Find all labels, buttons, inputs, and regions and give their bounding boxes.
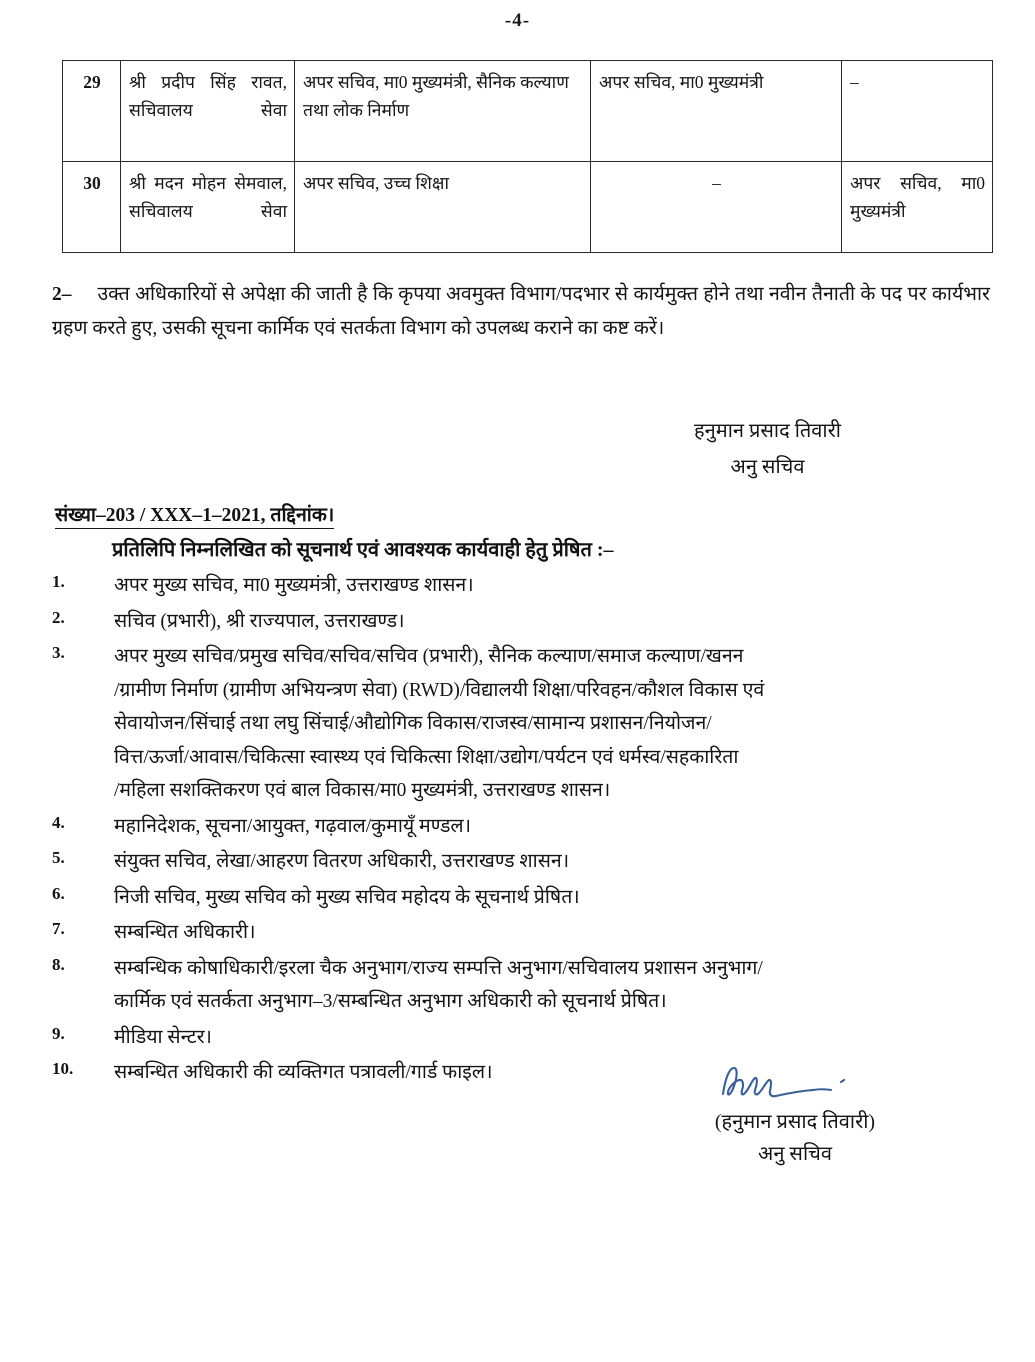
list-item-text: अपर मुख्य सचिव, मा0 मुख्यमंत्री, उत्तराखण्ड शासन। [114,575,474,596]
table-cell-name: श्री प्रदीप सिंह रावत, सचिवालय सेवा [121,61,295,162]
list-item-line: अपर मुख्य सचिव/प्रमुख सचिव/सचिव/सचिव (प्रभारी), सैनिक कल्याण/समाज कल्याण/खनन [114,646,744,668]
list-item-line: कार्मिक एवं सतर्कता अनुभाग–3/सम्बन्धित अनुभाग अधिकारी को सूचनार्थ प्रेषित। [114,991,667,1013]
list-item-number: 2. [52,607,65,627]
paragraph-2-number: 2– [52,284,72,305]
list-item-text [114,952,992,1019]
table-row [63,162,993,253]
table-row [63,61,993,162]
list-item [52,1021,992,1055]
table-cell-name: श्री मदन मोहन सेमवाल, सचिवालय सेवा [121,162,295,253]
table-cell-extra: – [842,61,993,162]
list-item-line: /ग्रामीण निर्माण (ग्रामीण अभियन्त्रण सेवा) (RWD)/विद्यालयी शिक्षा/परिवहन/कौशल विकास एवं [114,679,765,701]
signature-block-top [545,414,990,485]
list-item [52,916,992,950]
table-cell-extra: अपर सचिव, मा0 मुख्यमंत्री [842,162,993,253]
paragraph-2 [52,278,990,345]
list-item [52,845,992,879]
list-item-line: /महिला सशक्तिकरण एवं बाल विकास/मा0 मुख्यमंत्री, उत्तराखण्ड शासन। [114,780,611,802]
list-item-line: वित्त/ऊर्जा/आवास/चिकित्सा स्वास्थ्य एवं चिकित्सा शिक्षा/उद्योग/पर्यटन एवं धर्मस्व/सहकारिता [114,746,739,768]
list-item-number: 3. [52,643,65,663]
table-cell-to: अपर सचिव, मा0 मुख्यमंत्री [591,61,842,162]
list-item-number: 6. [52,883,65,903]
list-item-text: निजी सचिव, मुख्य सचिव को मुख्य सचिव महोदय के सूचनार्थ प्रेषित। [114,886,580,908]
list-item-number: 5. [52,848,65,868]
signature-block-bottom [600,1058,990,1171]
list-item [52,640,992,808]
reference-number-line: संख्या–203 / XXX–1–2021, तद्दिनांक। [55,500,334,529]
paragraph-2-text: उक्त अधिकारियों से अपेक्षा की जाती है कि कृपया अवमुक्त विभाग/पदभार से कार्यमुक्त होने तथा नवीन तैनाती के पद पर कार्यभार ग्रहण करते हुए, उसकी सूचना कार्मिक एवं सतर्कता विभाग को उपलब्ध कराने का कष्ट करें। [52,284,990,339]
list-item-number: 7. [52,919,65,939]
list-item [52,569,992,603]
copy-to-heading: प्रतिलिपि निम्नलिखित को सूचनार्थ एवं आवश्यक कार्यवाही हेतु प्रेषित :– [112,539,614,561]
list-item [52,952,992,1019]
list-item [52,810,992,844]
list-item [52,881,992,915]
list-item [52,605,992,639]
handwritten-signature [600,1058,990,1110]
paragraph-2-block [52,278,990,345]
table-cell-from: अपर सचिव, मा0 मुख्यमंत्री, सैनिक कल्याण तथा लोक निर्माण [295,61,591,162]
signature-bottom-designation: अनु सचिव [758,1143,832,1166]
list-item-text [114,640,992,808]
table-cell-serial: 30 [63,162,121,253]
table-cell-from: अपर सचिव, उच्च शिक्षा [295,162,591,253]
list-item-text: सम्बन्धित अधिकारी। [114,922,256,944]
list-item-text: महानिदेशक, सूचना/आयुक्त, गढ़वाल/कुमायूँ मण्डल। [114,815,472,837]
signature-top-designation: अनु सचिव [730,455,805,478]
list-item-line: सम्बन्धिक कोषाधिकारी/इरला चैक अनुभाग/राज्य सम्पत्ति अनुभाग/सचिवालय प्रशासन अनुभाग/ [114,957,763,979]
list-item-text: मीडिया सेन्टर। [114,1026,212,1048]
table-cell-to: – [591,162,842,253]
list-item-number: 8. [52,954,65,974]
list-item-number: 1. [52,572,65,591]
list-item-text: सम्बन्धित अधिकारी की व्यक्तिगत पत्रावली/गार्ड फाइल। [114,1062,493,1084]
table-cell-serial: 29 [63,61,121,162]
page-number: -4- [504,10,531,31]
list-item-number: 4. [52,812,65,832]
signature-top-name: हनुमान प्रसाद तिवारी [694,420,841,442]
list-item-text: संयुक्त सचिव, लेखा/आहरण वितरण अधिकारी, उत्तराखण्ड शासन। [114,851,570,873]
list-item-number: 10. [52,1059,74,1079]
signature-bottom-name: (हनुमान प्रसाद तिवारी) [714,1111,876,1133]
officer-transfer-table [62,60,993,253]
list-item-text: सचिव (प्रभारी), श्री राज्यपाल, उत्तराखण्ड। [114,610,405,632]
list-item-number: 9. [52,1023,65,1043]
list-item-line: सेवायोजन/सिंचाई तथा लघु सिंचाई/औद्योगिक विकास/राजस्व/सामान्य प्रशासन/नियोजन/ [114,713,712,735]
copy-to-list [52,569,992,1092]
